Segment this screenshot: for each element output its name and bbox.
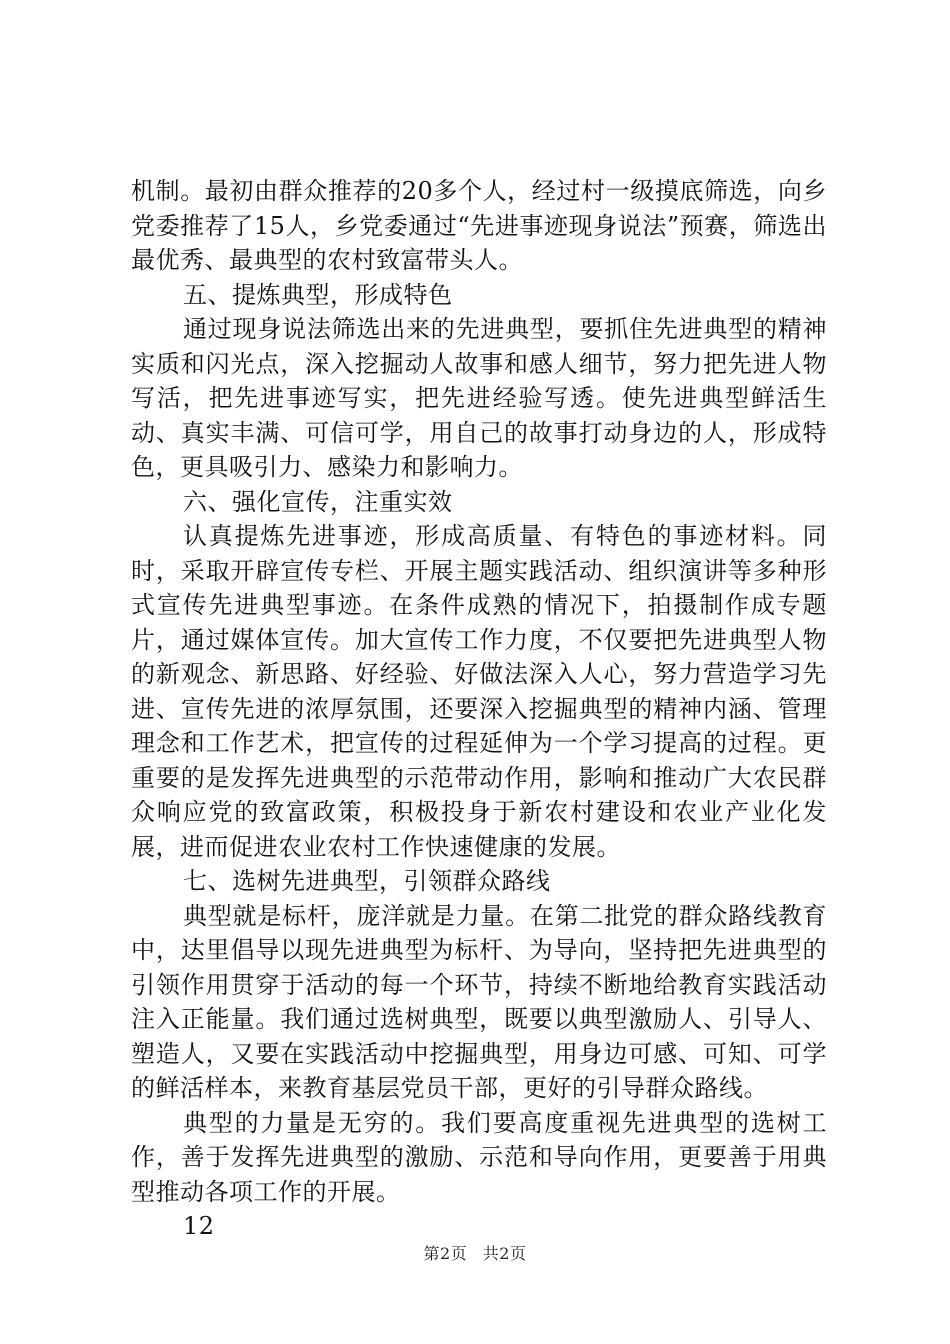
trailing-number: 12 [183,1212,215,1240]
document-body [131,174,827,1244]
paragraph-section-5: 通过现身说法筛选出来的先进典型，要抓住先进典型的精神实质和闪光点，深入挖掘动人故事和感人细节，努力把先进人物写活，把先进事迹写实，把先进经验写透。使先进典型鲜活生动、真实丰满、可信可学，用自己的故事打动身边的人，形成特色，更具吸引力、感染力和影响力。 [131,315,827,481]
page-number: 第2页 [423,1244,468,1263]
page-footer [0,1244,950,1264]
paragraph-intro: 机制。最初由群众推荐的20多个人，经过村一级摸底筛选，向乡党委推荐了15人，乡党委通过“先进事迹现身说法”预赛，筛选出最优秀、最典型的农村致富带头人。 [131,177,827,274]
section-heading-5: 五、提炼典型，形成特色 [183,280,453,309]
paragraph-section-7: 典型就是标杆，庞洋就是力量。在第二批党的群众路线教育中，达里倡导以现先进典型为标杆、为导向，坚持把先进典型的引领作用贯穿于活动的每一个环节，持续不断地给教育实践活动注入正能量。我们通过选树典型，既要以典型激励人、引导人、塑造人，又要在实践活动中挖掘典型，用身边可感、可知、可学的鲜活样本，来教育基层党员干部，更好的引导群众路线。 [131,901,827,1102]
paragraph-conclusion: 典型的力量是无穷的。我们要高度重视先进典型的选树工作，善于发挥先进典型的激励、示范和导向作用，更要善于用典型推动各项工作的开展。 [131,1108,827,1206]
section-heading-7: 七、选树先进典型，引领群众路线 [183,867,551,895]
page-total: 共2页 [482,1244,527,1263]
section-heading-6: 六、强化宣传，注重实效 [183,487,453,516]
paragraph-section-6: 认真提炼先进事迹，形成高质量、有特色的事迹材料。同时，采取开辟宣传专栏、开展主题实践活动、组织演讲等多种形式宣传先进典型事迹。在条件成熟的情况下，拍摄制作成专题片，通过媒体宣传。加大宣传工作力度，不仅要把先进典型人物的新观念、新思路、好经验、好做法深入人心，努力营造学习先进、宣传先进的浓厚氛围，还要深入挖掘典型的精神内涵、管理理念和工作艺术，把宣传的过程延伸为一个学习提高的过程。更重要的是发挥先进典型的示范带动作用，影响和推动广大农民群众响应党的致富政策，积极投身于新农村建设和农业产业化发展，进而促进农业农村工作快速健康的发展。 [131,522,827,861]
